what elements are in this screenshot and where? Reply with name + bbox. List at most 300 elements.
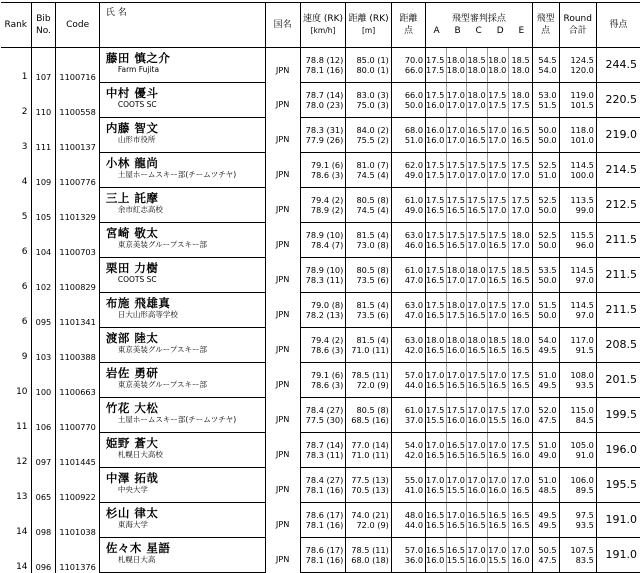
athlete-name: 渡部 陸太 <box>99 328 265 346</box>
nation-cell: JPN <box>265 293 300 328</box>
distance-points-cell: 46.0 <box>391 240 425 258</box>
total-score: 199.5 <box>596 398 640 433</box>
athlete-row-first-jump <box>1 538 640 556</box>
judge-b-score: 18.0 <box>446 293 467 311</box>
bib-cell: 104 <box>31 223 56 258</box>
rank-cell: 6 <box>21 246 28 257</box>
code-cell: 1100137 <box>56 118 99 153</box>
club-name: 東京美装グループスキー部 <box>99 380 265 398</box>
judge-a-score: 17.5 <box>426 223 447 241</box>
round-total-cell: 108.0 <box>559 363 596 381</box>
distance-cell: 75.0 (3) <box>346 100 392 118</box>
speed-cell: 78.1 (16) <box>300 520 346 538</box>
athlete-row-first-jump <box>1 468 640 486</box>
header-country: 国名 <box>265 3 300 48</box>
total-score: 211.5 <box>596 258 640 293</box>
judge-a-score: 16.5 <box>426 503 447 521</box>
judge-a-score: 17.5 <box>426 65 447 83</box>
judge-a-score: 16.5 <box>426 520 447 538</box>
judge-e-score: 18.0 <box>508 65 532 83</box>
header-bib-bottom: No. <box>35 26 51 36</box>
bib-cell: 097 <box>31 433 56 468</box>
judge-e-score: 16.5 <box>508 345 532 363</box>
athlete-name: 三上 託摩 <box>99 188 265 206</box>
judge-e-score: 17.0 <box>508 170 532 188</box>
distance-cell: 71.0 (11) <box>346 450 392 468</box>
judge-a-score: 17.0 <box>426 363 447 381</box>
speed-cell: 78.4 (27) <box>300 398 346 416</box>
judge-c-score: 17.0 <box>467 433 488 451</box>
code-cell: 1100703 <box>56 223 99 258</box>
judge-b-score: 17.5 <box>446 188 467 206</box>
judge-d-score: 16.5 <box>488 275 509 293</box>
total-score: 201.5 <box>596 363 640 398</box>
athlete-name: 栗田 力樹 <box>99 258 265 276</box>
distance-cell: 80.5 (8) <box>346 188 392 206</box>
round-total-cell: 97.0 <box>559 275 596 293</box>
code-cell: 1100716 <box>56 48 99 83</box>
judge-a-score: 16.5 <box>426 240 447 258</box>
judge-d-score: 17.5 <box>488 398 509 416</box>
judge-d-score: 16.5 <box>488 380 509 398</box>
judge-c-score: 17.5 <box>467 223 488 241</box>
bib-cell: 106 <box>31 398 56 433</box>
speed-cell: 78.6 (17) <box>300 538 346 556</box>
style-points-cell: 54.0 <box>532 328 559 346</box>
bib-cell: 105 <box>31 188 56 223</box>
athlete-name: 小林 龍尚 <box>99 153 265 171</box>
header-dist-pts-bottom: 点 <box>403 26 413 36</box>
results-table <box>1 2 640 573</box>
header-bib <box>31 3 56 48</box>
code-cell: 1100388 <box>56 328 99 363</box>
club-name: 札幌日大高校 <box>99 450 265 468</box>
distance-cell: 68.0 (18) <box>346 555 392 573</box>
style-points-cell: 50.0 <box>532 240 559 258</box>
club-name: 東京美装グループスキー部 <box>99 345 265 363</box>
judge-e-score: 16.5 <box>508 135 532 153</box>
code-cell: 1101445 <box>56 433 99 468</box>
distance-cell: 80.5 (8) <box>346 398 392 416</box>
round-total-cell: 105.0 <box>559 433 596 451</box>
judge-c-score: 16.5 <box>467 310 488 328</box>
style-points-cell: 47.5 <box>532 555 559 573</box>
distance-points-cell: 61.0 <box>391 188 425 206</box>
distance-cell: 72.0 (9) <box>346 380 392 398</box>
judge-d-score: 16.5 <box>488 450 509 468</box>
speed-cell: 78.9 (10) <box>300 223 346 241</box>
judge-a-score: 16.5 <box>426 310 447 328</box>
distance-cell: 81.5 (4) <box>346 293 392 311</box>
style-points-cell: 52.0 <box>532 398 559 416</box>
distance-cell: 73.5 (6) <box>346 310 392 328</box>
judge-b-score: 17.0 <box>446 100 467 118</box>
judge-d-score: 16.5 <box>488 345 509 363</box>
header-round-top: Round <box>563 14 592 24</box>
rank-cell: 14 <box>16 526 28 537</box>
nation-cell: JPN <box>265 258 300 293</box>
style-points-cell: 48.5 <box>532 485 559 503</box>
total-score: 196.0 <box>596 433 640 468</box>
style-points-cell: 49.5 <box>532 345 559 363</box>
results-body <box>1 48 640 573</box>
bib-cell: 107 <box>31 48 56 83</box>
rank-cell: 6 <box>21 281 28 292</box>
style-points-cell: 49.5 <box>532 503 559 521</box>
judge-e-score: 18.0 <box>508 223 532 241</box>
judge-c-score: 17.0 <box>467 170 488 188</box>
code-cell: 1101329 <box>56 188 99 223</box>
athlete-name: 岩佐 勇研 <box>99 363 265 381</box>
judge-c-score: 16.0 <box>467 555 488 573</box>
bib-cell: 102 <box>31 258 56 293</box>
judge-d-score: 17.5 <box>488 223 509 241</box>
round-total-cell: 101.5 <box>559 100 596 118</box>
round-total-cell: 99.0 <box>559 205 596 223</box>
style-points-cell: 54.0 <box>532 65 559 83</box>
speed-cell: 78.7 (14) <box>300 83 346 101</box>
judge-a-score: 17.5 <box>426 170 447 188</box>
header-judge-e: E <box>518 26 525 36</box>
athlete-row-first-jump <box>1 153 640 171</box>
judge-d-score: 17.0 <box>488 205 509 223</box>
judge-b-score: 18.0 <box>446 65 467 83</box>
judge-b-score: 17.0 <box>446 363 467 381</box>
round-total-cell: 91.0 <box>559 450 596 468</box>
speed-cell: 78.3 (31) <box>300 118 346 136</box>
style-points-cell: 52.5 <box>532 188 559 206</box>
distance-cell: 73.0 (8) <box>346 240 392 258</box>
distance-cell: 80.0 (1) <box>346 65 392 83</box>
judge-c-score: 16.5 <box>467 380 488 398</box>
judge-e-score: 18.0 <box>508 328 532 346</box>
nation-cell: JPN <box>265 118 300 153</box>
total-score: 212.5 <box>596 188 640 223</box>
round-total-cell: 113.5 <box>559 188 596 206</box>
distance-points-cell: 37.0 <box>391 415 425 433</box>
judge-a-score: 16.5 <box>426 450 447 468</box>
judge-d-score: 17.0 <box>488 468 509 486</box>
judge-b-score: 17.0 <box>446 275 467 293</box>
distance-points-cell: 44.0 <box>391 380 425 398</box>
athlete-name: 宮崎 敬太 <box>99 223 265 241</box>
judge-c-score: 17.0 <box>467 100 488 118</box>
judge-b-score: 16.5 <box>446 380 467 398</box>
distance-cell: 84.0 (2) <box>346 118 392 136</box>
distance-points-cell: 41.0 <box>391 485 425 503</box>
judge-b-score: 17.5 <box>446 398 467 416</box>
judge-d-score: 17.0 <box>488 433 509 451</box>
athlete-name: 布施 飛雄真 <box>99 293 265 311</box>
judge-e-score: 17.0 <box>508 205 532 223</box>
speed-cell: 78.6 (17) <box>300 503 346 521</box>
nation-cell: JPN <box>265 433 300 468</box>
judge-e-score: 16.0 <box>508 450 532 468</box>
athlete-row-first-jump <box>1 188 640 206</box>
distance-points-cell: 57.0 <box>391 363 425 381</box>
judge-a-score: 16.5 <box>426 485 447 503</box>
judge-a-score: 17.5 <box>426 83 447 101</box>
speed-cell: 78.1 (16) <box>300 485 346 503</box>
code-cell: 1101341 <box>56 293 99 328</box>
distance-cell: 83.0 (3) <box>346 83 392 101</box>
judge-c-score: 16.5 <box>467 118 488 136</box>
speed-cell: 78.6 (3) <box>300 345 346 363</box>
judge-a-score: 17.0 <box>426 433 447 451</box>
judge-d-score: 17.0 <box>488 170 509 188</box>
speed-cell: 78.3 (11) <box>300 450 346 468</box>
athlete-row-first-jump <box>1 398 640 416</box>
rank-cell: 6 <box>21 316 28 327</box>
judge-c-score: 17.5 <box>467 188 488 206</box>
bib-cell: 103 <box>31 328 56 363</box>
judge-d-score: 17.0 <box>488 538 509 556</box>
header-code: Code <box>56 3 99 48</box>
nation-cell: JPN <box>265 538 300 573</box>
judge-d-score: 17.0 <box>488 118 509 136</box>
athlete-row-first-jump <box>1 328 640 346</box>
style-points-cell: 50.5 <box>532 538 559 556</box>
total-score: 195.5 <box>596 468 640 503</box>
total-score: 191.0 <box>596 503 640 538</box>
style-points-cell: 50.0 <box>532 275 559 293</box>
bib-cell: 111 <box>31 118 56 153</box>
distance-cell: 85.0 (1) <box>346 48 392 66</box>
distance-points-cell: 55.0 <box>391 468 425 486</box>
distance-cell: 78.5 (11) <box>346 363 392 381</box>
rank-cell: 10 <box>16 386 28 397</box>
header-name-label: 氏 名 <box>105 8 127 18</box>
style-points-cell: 50.0 <box>532 118 559 136</box>
distance-cell: 68.5 (16) <box>346 415 392 433</box>
club-name: 山形市役所 <box>99 135 265 153</box>
judge-a-score: 18.0 <box>426 328 447 346</box>
judge-c-score: 16.5 <box>467 503 488 521</box>
distance-points-cell: 42.0 <box>391 450 425 468</box>
judge-b-score: 16.5 <box>446 433 467 451</box>
header-distance-top: 距離 (RK) <box>348 14 389 24</box>
judge-b-score: 17.0 <box>446 118 467 136</box>
judge-a-score: 17.5 <box>426 258 447 276</box>
judge-c-score: 17.0 <box>467 240 488 258</box>
speed-cell: 78.2 (13) <box>300 310 346 328</box>
athlete-row-first-jump <box>1 258 640 276</box>
judge-a-score: 17.5 <box>426 153 447 171</box>
round-total-cell: 97.5 <box>559 503 596 521</box>
judge-b-score: 15.5 <box>446 555 467 573</box>
style-points-cell: 52.5 <box>532 223 559 241</box>
bib-cell: 110 <box>31 83 56 118</box>
rank-cell: 4 <box>21 176 28 187</box>
judge-e-score: 17.5 <box>508 153 532 171</box>
judge-c-score: 18.5 <box>467 48 488 66</box>
total-score: 211.5 <box>596 293 640 328</box>
athlete-row-first-jump <box>1 363 640 381</box>
code-cell: 1101376 <box>56 538 99 573</box>
judge-e-score: 17.0 <box>508 468 532 486</box>
judge-d-score: 16.5 <box>488 240 509 258</box>
nation-cell: JPN <box>265 48 300 83</box>
distance-cell: 74.0 (21) <box>346 503 392 521</box>
club-name: 土屋ホームスキー部(チームツチヤ) <box>99 415 265 433</box>
athlete-name: 姫野 蒼大 <box>99 433 265 451</box>
distance-cell: 72.0 (9) <box>346 520 392 538</box>
athlete-row-first-jump <box>1 503 640 521</box>
judge-e-score: 16.5 <box>508 310 532 328</box>
bib-cell: 098 <box>31 503 56 538</box>
speed-cell: 78.6 (3) <box>300 170 346 188</box>
judge-c-score: 18.0 <box>467 328 488 346</box>
total-score: 214.5 <box>596 153 640 188</box>
judge-b-score: 15.5 <box>446 485 467 503</box>
judge-e-score: 18.5 <box>508 258 532 276</box>
distance-points-cell: 51.0 <box>391 135 425 153</box>
club-name: 土屋ホームスキー部(チームツチヤ) <box>99 170 265 188</box>
judge-b-score: 18.0 <box>446 258 467 276</box>
distance-points-cell: 68.0 <box>391 118 425 136</box>
athlete-row-first-jump <box>1 223 640 241</box>
judge-e-score: 17.5 <box>508 363 532 381</box>
judge-c-score: 16.5 <box>467 345 488 363</box>
rank-cell: 12 <box>16 456 28 467</box>
round-total-cell: 117.0 <box>559 328 596 346</box>
judge-a-score: 16.5 <box>426 205 447 223</box>
header-style-bottom: 点 <box>541 26 551 36</box>
nation-cell: JPN <box>265 328 300 363</box>
speed-cell: 77.9 (26) <box>300 135 346 153</box>
speed-cell: 79.1 (6) <box>300 153 346 171</box>
style-points-cell: 53.0 <box>532 83 559 101</box>
round-total-cell: 114.5 <box>559 258 596 276</box>
distance-cell: 78.5 (11) <box>346 538 392 556</box>
judge-b-score: 17.0 <box>446 503 467 521</box>
speed-cell: 79.4 (2) <box>300 188 346 206</box>
judge-d-score: 18.0 <box>488 65 509 83</box>
judge-b-score: 17.0 <box>446 135 467 153</box>
judge-e-score: 16.5 <box>508 380 532 398</box>
distance-points-cell: 50.0 <box>391 100 425 118</box>
judge-e-score: 18.0 <box>508 83 532 101</box>
judge-c-score: 17.0 <box>467 538 488 556</box>
code-cell: 1100922 <box>56 468 99 503</box>
style-points-cell: 52.5 <box>532 153 559 171</box>
distance-cell: 81.0 (7) <box>346 153 392 171</box>
judge-a-score: 16.5 <box>426 380 447 398</box>
judge-c-score: 17.5 <box>467 153 488 171</box>
rank-cell: 5 <box>21 211 28 222</box>
judge-e-score: 16.0 <box>508 555 532 573</box>
speed-cell: 78.9 (10) <box>300 258 346 276</box>
distance-points-cell: 49.0 <box>391 170 425 188</box>
distance-points-cell: 61.0 <box>391 258 425 276</box>
judge-d-score: 17.5 <box>488 258 509 276</box>
style-points-cell: 51.5 <box>532 293 559 311</box>
athlete-row-first-jump <box>1 293 640 311</box>
rank-cell: 2 <box>21 106 28 117</box>
judge-e-score: 16.5 <box>508 485 532 503</box>
round-total-cell: 84.5 <box>559 415 596 433</box>
judge-b-score: 18.0 <box>446 48 467 66</box>
round-total-cell: 96.0 <box>559 240 596 258</box>
judge-e-score: 16.5 <box>508 520 532 538</box>
judge-b-score: 16.5 <box>446 205 467 223</box>
rank-cell: 13 <box>16 491 28 502</box>
distance-points-cell: 48.0 <box>391 503 425 521</box>
round-total-cell: 115.5 <box>559 223 596 241</box>
athlete-row-first-jump <box>1 118 640 136</box>
distance-points-cell: 63.0 <box>391 223 425 241</box>
judge-a-score: 16.0 <box>426 555 447 573</box>
athlete-row-first-jump <box>1 433 640 451</box>
code-cell: 1100558 <box>56 83 99 118</box>
club-name: 東海大学 <box>99 520 265 538</box>
judge-e-score: 16.5 <box>508 118 532 136</box>
athlete-row-first-jump <box>1 83 640 101</box>
judge-d-score: 15.5 <box>488 555 509 573</box>
athlete-name: 竹花 大松 <box>99 398 265 416</box>
club-name: 東京美装グループスキー部 <box>99 240 265 258</box>
judge-b-score: 16.5 <box>446 240 467 258</box>
judge-d-score: 17.5 <box>488 188 509 206</box>
judge-c-score: 16.5 <box>467 205 488 223</box>
judge-e-score: 16.5 <box>508 503 532 521</box>
code-cell: 1100829 <box>56 258 99 293</box>
judge-e-score: 17.5 <box>508 433 532 451</box>
header-judge-a: A <box>433 26 440 36</box>
bib-cell: 095 <box>31 293 56 328</box>
total-score: 219.0 <box>596 118 640 153</box>
judge-b-score: 16.0 <box>446 415 467 433</box>
style-points-cell: 50.0 <box>532 205 559 223</box>
distance-points-cell: 36.0 <box>391 555 425 573</box>
nation-cell: JPN <box>265 188 300 223</box>
judge-b-score: 16.5 <box>446 450 467 468</box>
judge-e-score: 17.0 <box>508 240 532 258</box>
judge-c-score: 17.0 <box>467 275 488 293</box>
judge-c-score: 18.0 <box>467 65 488 83</box>
club-name: COOTS SC <box>99 100 265 118</box>
header-speed-bottom: [km/h] <box>310 26 336 35</box>
speed-cell: 79.1 (6) <box>300 363 346 381</box>
speed-cell: 78.7 (14) <box>300 433 346 451</box>
judge-d-score: 17.5 <box>488 293 509 311</box>
header-judge-d: D <box>496 26 504 36</box>
club-name: 余市紅志高校 <box>99 205 265 223</box>
judge-a-score: 16.5 <box>426 345 447 363</box>
judge-e-score: 17.0 <box>508 538 532 556</box>
athlete-name: 中村 優斗 <box>99 83 265 101</box>
speed-cell: 79.4 (2) <box>300 328 346 346</box>
speed-cell: 78.1 (16) <box>300 555 346 573</box>
rank-cell: 3 <box>21 141 28 152</box>
judge-d-score: 17.5 <box>488 100 509 118</box>
style-points-cell: 54.5 <box>532 48 559 66</box>
speed-cell: 78.1 (16) <box>300 65 346 83</box>
club-name: 札幌日大高 <box>99 555 265 573</box>
nation-cell: JPN <box>265 468 300 503</box>
judge-b-score: 16.5 <box>446 538 467 556</box>
distance-cell: 77.5 (13) <box>346 468 392 486</box>
bib-cell: 096 <box>31 538 56 573</box>
style-points-cell: 49.5 <box>532 380 559 398</box>
judge-a-score: 17.5 <box>426 188 447 206</box>
total-score: 208.5 <box>596 328 640 363</box>
rank-cell: 14 <box>16 561 28 572</box>
round-total-cell: 118.0 <box>559 118 596 136</box>
athlete-name: 藤田 慎之介 <box>99 48 265 66</box>
judge-a-score: 17.0 <box>426 468 447 486</box>
athlete-name: 佐々木 星語 <box>99 538 265 556</box>
